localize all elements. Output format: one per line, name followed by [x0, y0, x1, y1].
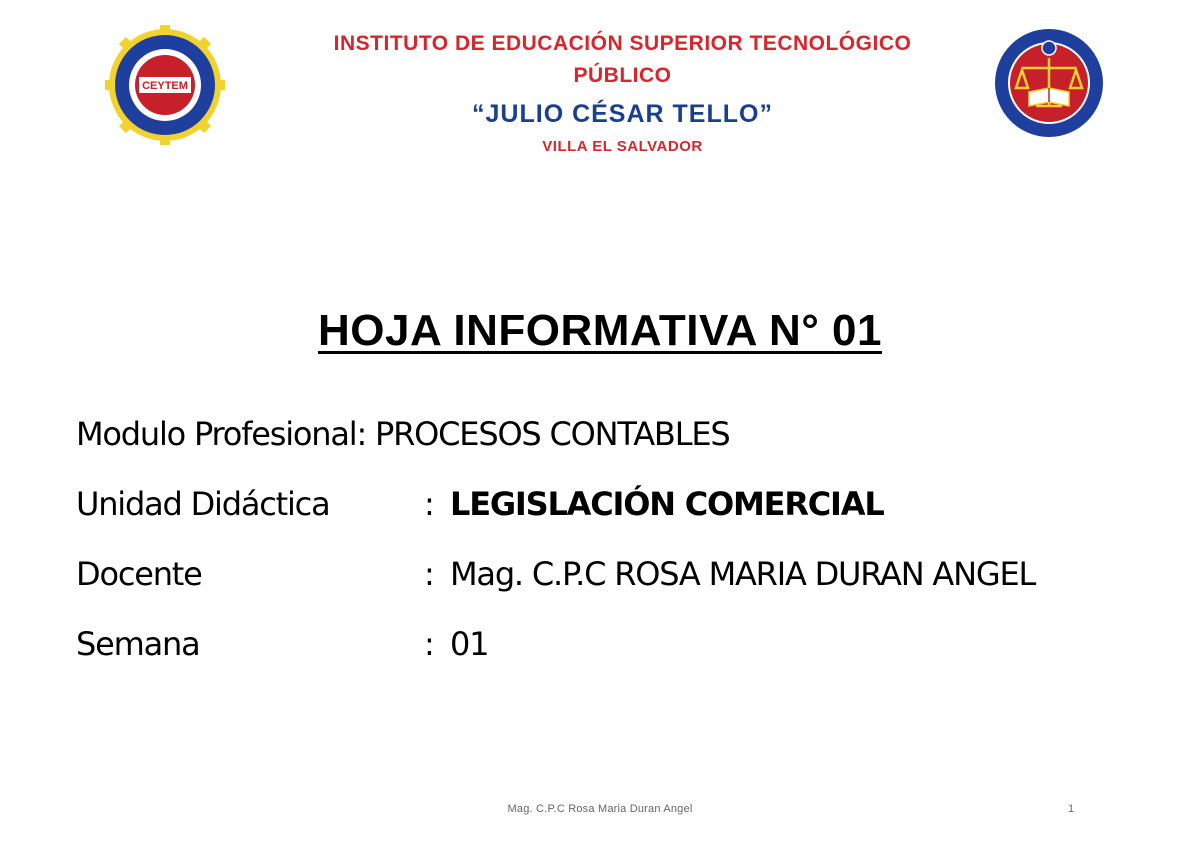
field-separator: :: [424, 625, 434, 663]
field-label: Unidad Didáctica: [76, 485, 330, 523]
field-value: LEGISLACIÓN COMERCIAL: [450, 485, 884, 523]
institute-location: VILLA EL SALVADOR: [542, 138, 703, 155]
institute-line-1: INSTITUTO DE EDUCACIÓN SUPERIOR TECNOLÓGICO: [333, 32, 912, 55]
field-value: Mag. C.P.C ROSA MARIA DURAN ANGEL: [450, 555, 1036, 593]
seal-badge-text: CEYTEM: [142, 80, 188, 92]
field-label: Docente: [76, 555, 202, 593]
field-label: Modulo Profesional: PROCESOS CONTABLES: [76, 415, 730, 453]
institute-name: “JULIO CÉSAR TELLO”: [472, 100, 773, 128]
institute-line-2: PÚBLICO: [573, 64, 672, 87]
field-label: Semana: [76, 625, 200, 663]
institute-seal-logo: [103, 25, 227, 145]
accounting-seal-logo: [992, 28, 1106, 138]
document-title: HOJA INFORMATIVA N° 01: [318, 306, 882, 355]
field-separator: :: [424, 555, 434, 593]
field-value: 01: [450, 625, 489, 663]
footer-author: Mag. C.P.C Rosa Maria Duran Angel: [507, 803, 693, 815]
institute-heading: [300, 28, 945, 160]
field-separator: :: [424, 485, 434, 523]
page-number: 1: [1068, 803, 1075, 815]
document-header: [0, 0, 1200, 170]
